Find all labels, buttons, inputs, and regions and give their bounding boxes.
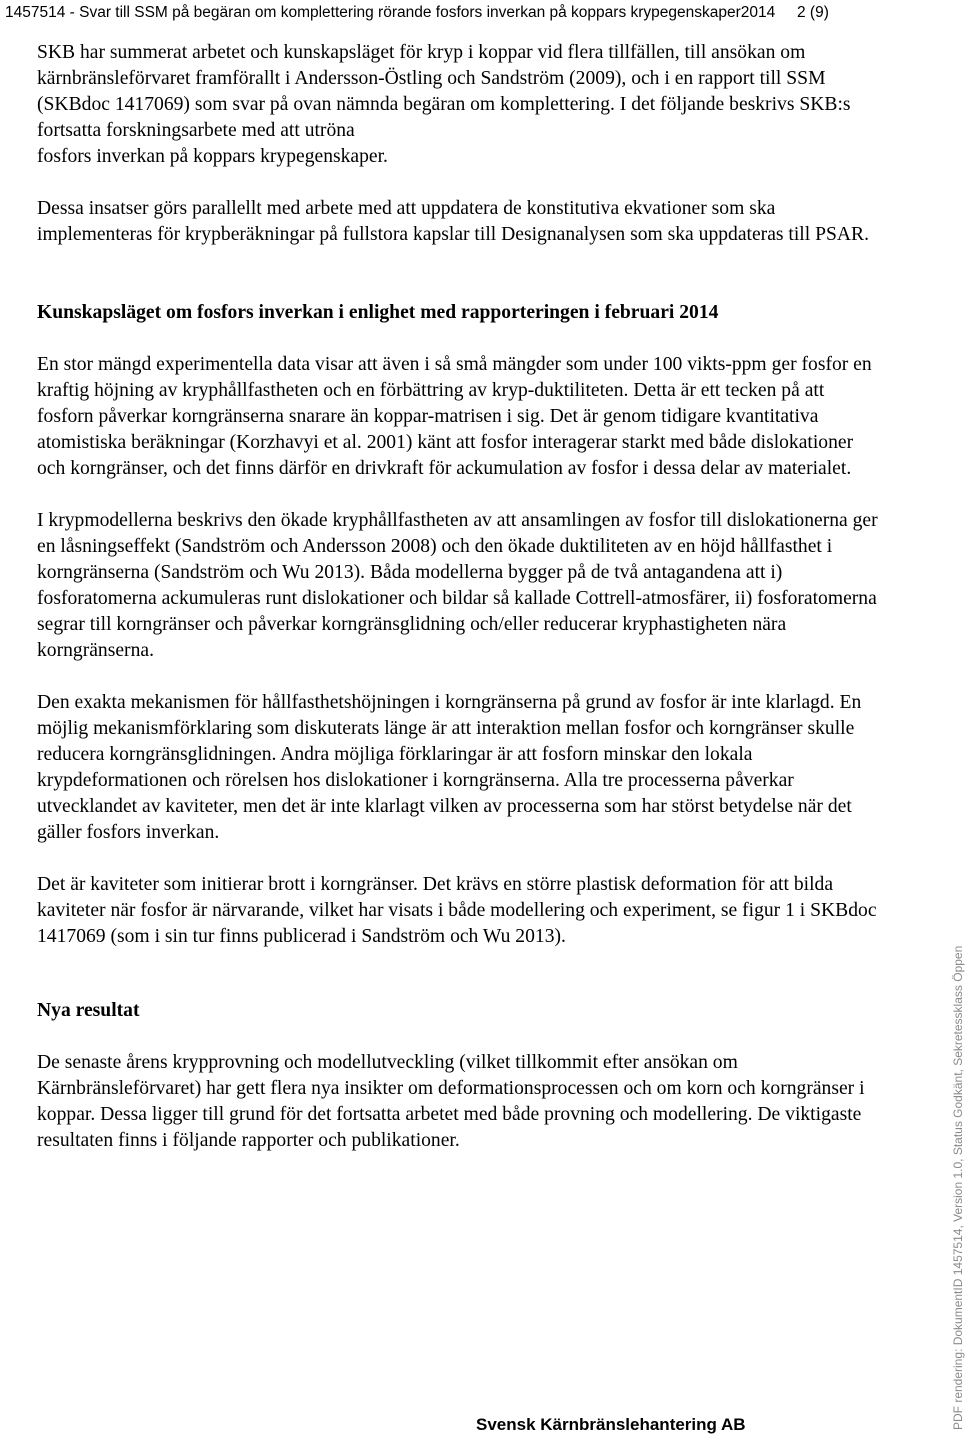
- paragraph-intro-tail: fosfors inverkan på koppars krypegenskaper.: [37, 146, 388, 167]
- paragraph-intro: [37, 40, 885, 170]
- paragraph-creep-models: I krypmodellerna beskrivs den ökade kryphållfastheten av att ansamlingen av fosfor till dislokationerna ger en låsningseffekt (Sandström och Andersson 2008) och den ökade duktiliteten av en höjd hållfasthet i korngränserna (Sandström och Wu 2013). Båda modellerna bygger på de två antagandena att i) fosforatomerna ackumuleras runt dislokationer och bildar så kallade Cottrell-atmosfärer, ii) fosforatomerna segrar till korngränser och påverkar korngränsglidning och/eller reducerar kryphastigheten nära korngränserna.: [37, 510, 878, 661]
- paragraph-experimental-data: En stor mängd experimentella data visar att även i så små mängder som under 100 vikts-ppm ger fosfor en kraftig höjning av kryphållfastheten och en förbättring av kryp-duktiliteten. Detta är ett tecken på att fosforn påverkar korngränserna snarare än koppar-matrisen i sig. Det är genom tidigare kvantitativa atomistiska beräkningar (Korzhavyi et al. 2001) känt att fosfor interagerar starkt med både dislokationer och korngränser, och det finns därför en drivkraft för ackumulation av fosfor i dessa delar av materialet.: [37, 354, 872, 479]
- section-heading-knowledge: Kunskapsläget om fosfors inverkan i enlighet med rapporteringen i februari 2014: [37, 302, 719, 323]
- paragraph-mechanism: Den exakta mekanismen för hållfasthetshöjningen i korngränserna på grund av fosfor är inte klarlagd. En möjlig mekanismförklaring som diskuterats länge är att interaktion mellan fosfor och korngränser skulle reducera korngränsglidningen. Andra möjliga förklaringar är att fosforn minskar den lokala krypdeformationen och rörelsen hos dislokationer i korngränserna. Alla tre processerna påverkar utvecklandet av kaviteter, men det är inte klarlagt vilken av processerna som har störst betydelse när det gäller fosfors inverkan.: [37, 692, 862, 843]
- page-header: [5, 2, 829, 24]
- footer-company: Svensk Kärnbränslehantering AB: [476, 1415, 746, 1434]
- paragraph-efforts: Dessa insatser görs parallellt med arbete med att uppdatera de konstitutiva ekvationer som ska implementeras för krypberäkningar på fullstora kapslar till Designanalysen som ska uppdateras till PSAR.: [37, 198, 869, 245]
- document-body: [37, 40, 885, 1180]
- paragraph-cavities: Det är kaviteter som initierar brott i korngränser. Det krävs en större plastisk deformation för att bilda kaviteter när fosfor är närvarande, vilket har visats i både modellering och experiment, se figur 1 i SKBdoc 1417069 (som i sin tur finns publicerad i Sandström och Wu 2013).: [37, 874, 877, 947]
- document-title: 1457514 - Svar till SSM på begäran om komplettering rörande fosfors inverkan på koppars krypegenskaper2014: [5, 4, 776, 21]
- pdf-rendering-stamp: PDF rendering: DokumentID 1457514, Version 1.0, Status Godkänt, Sekretessklass Öppen: [951, 945, 965, 1430]
- paragraph-new-results: De senaste årens krypprovning och modellutveckling (vilket tillkommit efter ansökan om Kärnbränsleförvaret) har gett flera nya insikter om deformationsprocessen och om korn och korngränser i koppar. Dessa ligger till grund för det fortsatta arbetet med både provning och modellering. De viktigaste resultaten finns i följande rapporter och publikationer.: [37, 1052, 865, 1151]
- page-number: 2 (9): [797, 4, 829, 21]
- section-heading-new-results: Nya resultat: [37, 1000, 140, 1021]
- paragraph-intro-text: SKB har summerat arbetet och kunskapsläget för kryp i koppar vid flera tillfällen, till ansökan om kärnbränsleförvaret framförallt i Andersson-Östling och Sandström (2009), och i en rapport till SSM (SKBdoc 1417069) som svar på ovan nämnda begäran om komplettering. I det följande beskrivs SKB:s fortsatta forskningsarbete med att utröna: [37, 42, 851, 141]
